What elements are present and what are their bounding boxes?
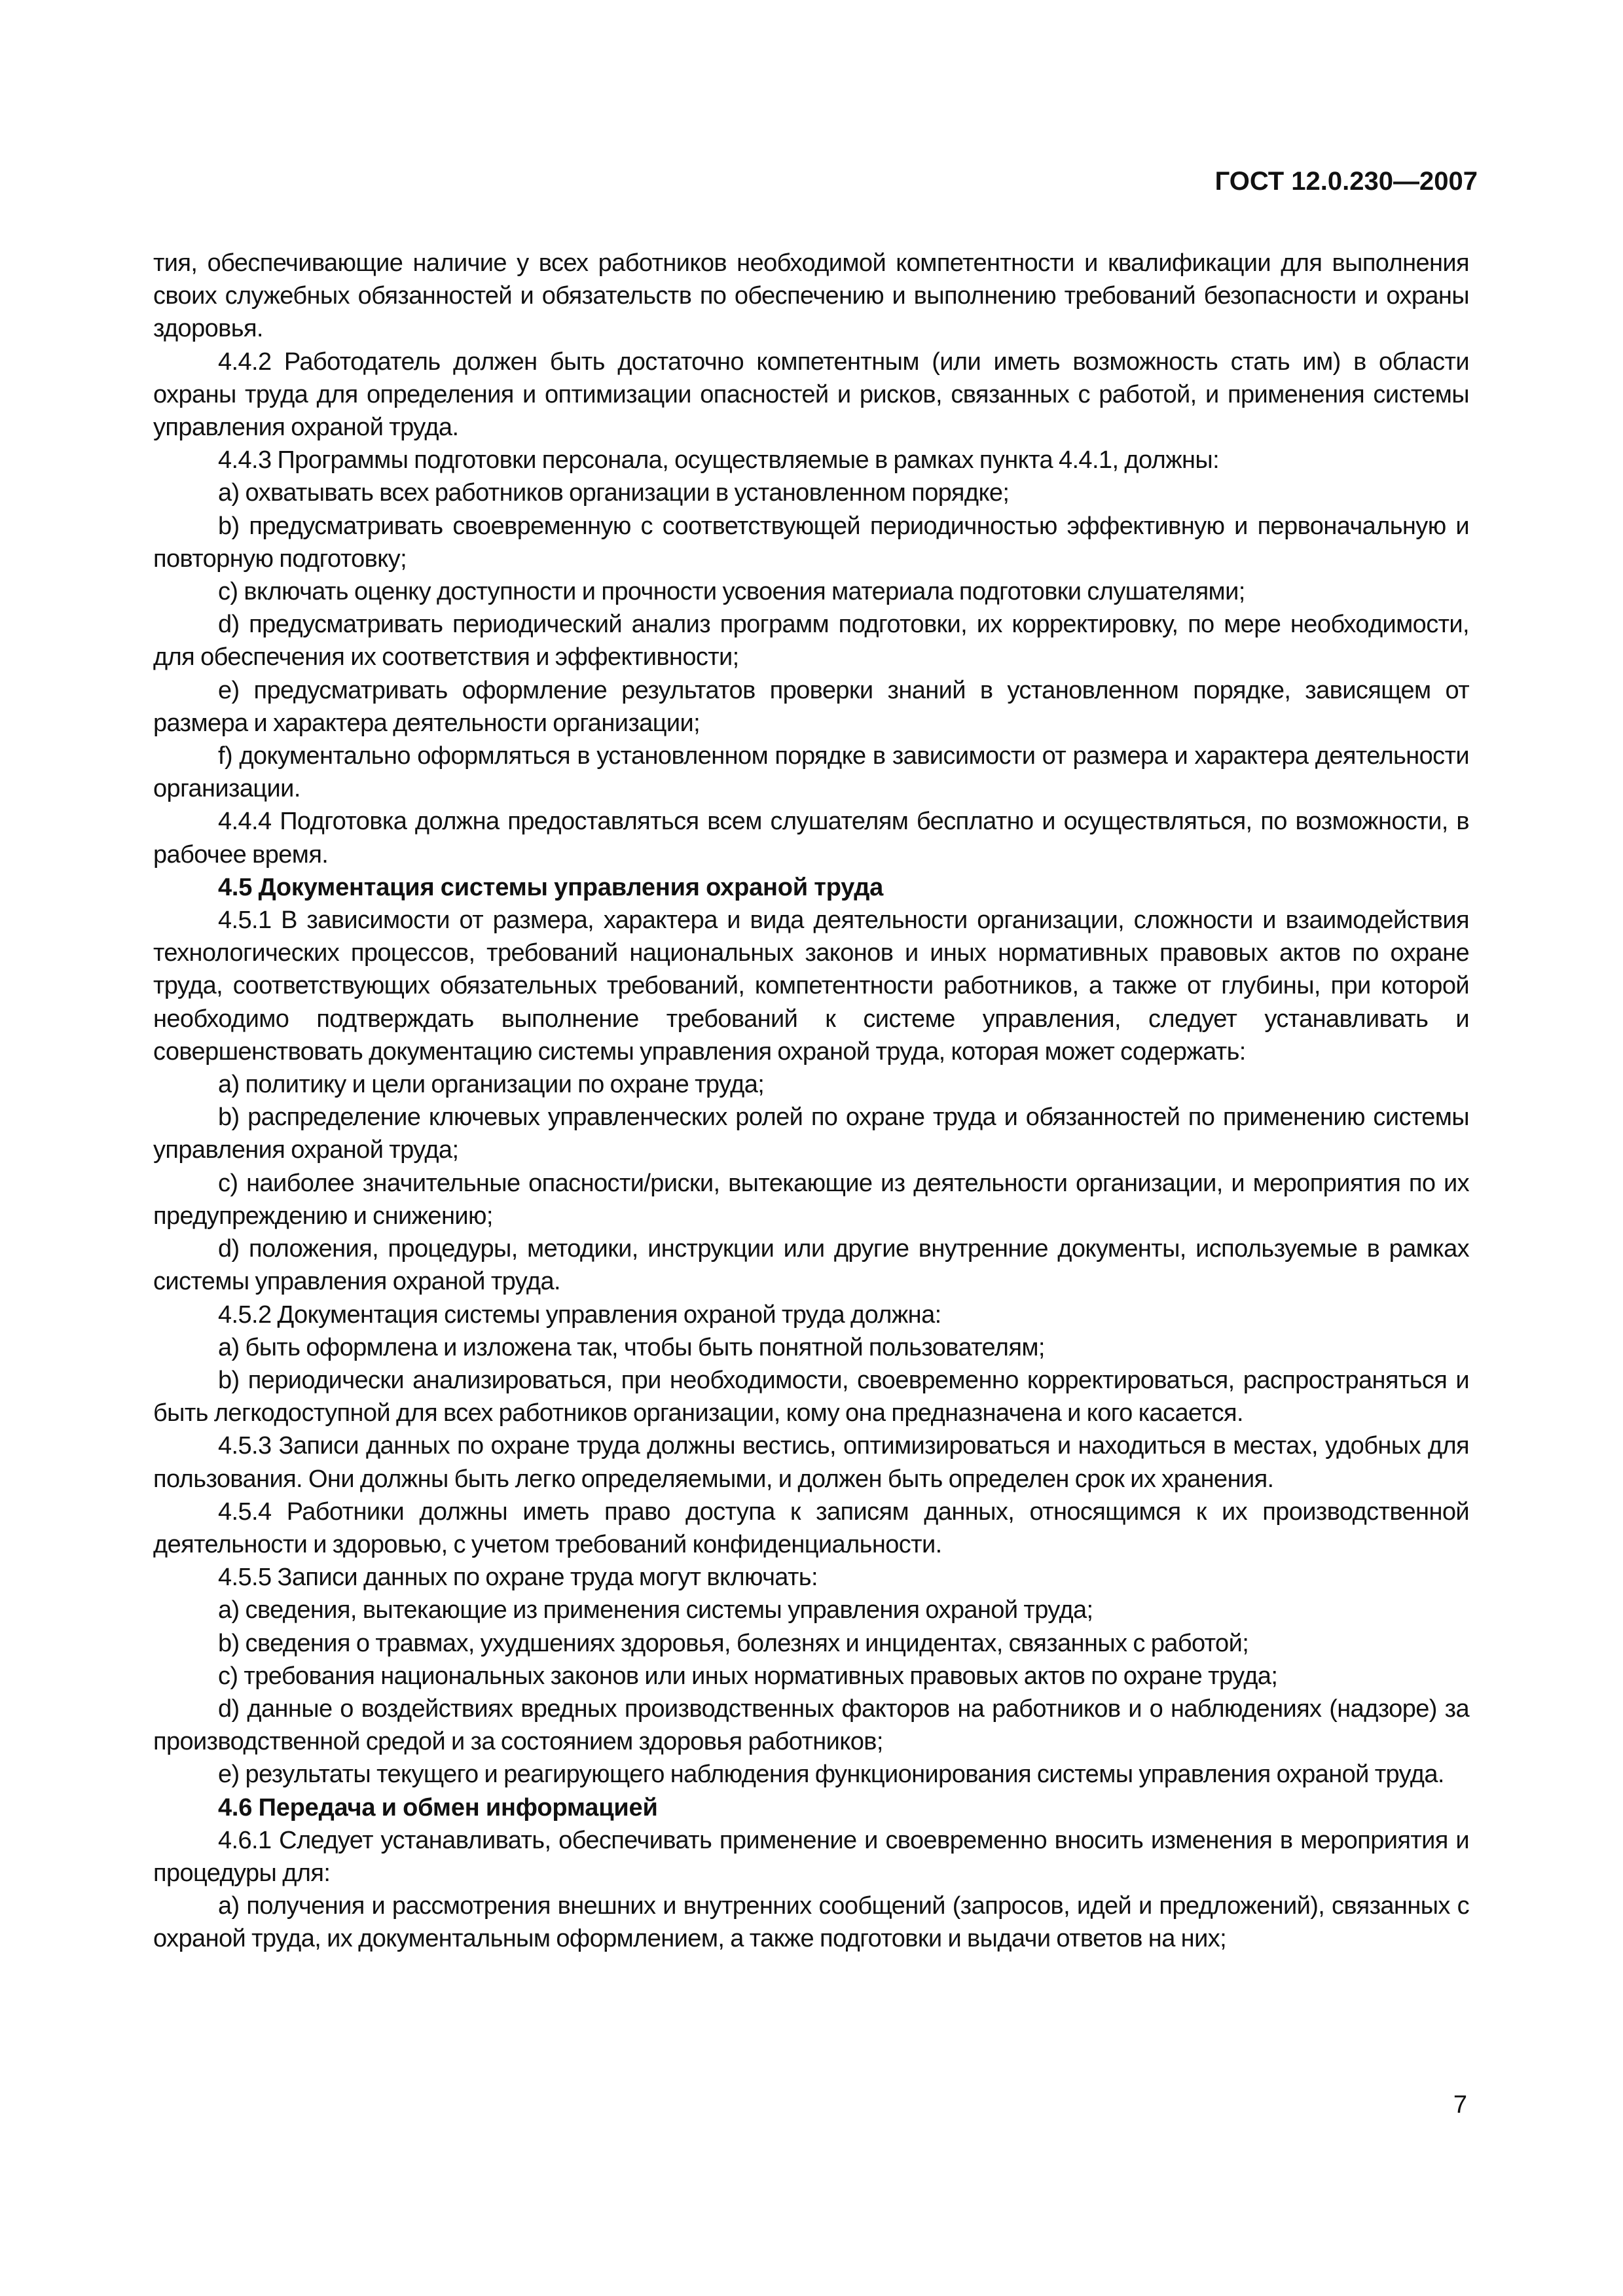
list-item-4-5-5-e: e) результаты текущего и реагирующего наблюдения функционирования системы управления охраной труда.	[218, 1761, 1444, 1789]
section-heading-4-5: 4.5 Документация системы управления охраной труда	[218, 873, 884, 901]
list-item-4-4-3-c: c) включать оценку доступности и прочности усвоения материала подготовки слушателями;	[218, 578, 1245, 606]
document-body	[153, 247, 1469, 1956]
list-item-4-5-5-b: b) сведения о травмах, ухудшениях здоровья, болезнях и инцидентах, связанных с работой;	[218, 1629, 1249, 1657]
paragraph-4-5-5: 4.5.5 Записи данных по охране труда могут включать:	[218, 1564, 818, 1592]
list-item-4-4-3-f: f) документально оформляться в установленном порядке в зависимости от размера и характера деятельности организации.	[153, 742, 1469, 803]
list-item-4-5-1-d: d) положения, процедуры, методики, инструкции или другие внутренние документы, используемые в рамках системы управления охраной труда.	[153, 1235, 1469, 1296]
paragraph-4-5-4: 4.5.4 Работники должны иметь право доступа к записям данных, относящимся к их производственной деятельности и здоровью, с учетом требований конфиденциальности.	[153, 1498, 1469, 1558]
paragraph-4-4-2: 4.4.2 Работодатель должен быть достаточно компетентным (или иметь возможность стать им) в области охраны труда для определения и оптимизации опасностей и рисков, связанных с работой, и применения системы управления охраной труда.	[153, 348, 1469, 442]
paragraph-4-5-2: 4.5.2 Документация системы управления охраной труда должна:	[218, 1300, 941, 1329]
list-item-4-5-5-a: a) сведения, вытекающие из применения системы управления охраной труда;	[218, 1596, 1093, 1624]
list-item-4-4-3-b: b) предусматривать своевременную с соответствующей периодичностью эффективную и первоначальную и повторную подготовку;	[153, 512, 1469, 573]
list-item-4-4-3-d: d) предусматривать периодический анализ программ подготовки, их корректировку, по мере необходимости, для обеспечения их соответствия и эффективности;	[153, 611, 1469, 672]
list-item-4-5-2-b: b) периодически анализироваться, при необходимости, своевременно корректироваться, распространяться и быть легкодоступной для всех работников организации, кому она предназначена и кого касается.	[153, 1366, 1469, 1427]
paragraph-4-4-3: 4.4.3 Программы подготовки персонала, осуществляемые в рамках пункта 4.4.1, должны:	[218, 446, 1220, 475]
list-item-4-4-3-e: e) предусматривать оформление результатов проверки знаний в установленном порядке, зависящем от размера и характера деятельности организации;	[153, 676, 1469, 737]
list-item-4-5-5-c: c) требования национальных законов или иных нормативных правовых актов по охране труда;	[218, 1662, 1278, 1690]
section-heading-4-6: 4.6 Передача и обмен информацией	[218, 1793, 658, 1821]
paragraph-4-5-1: 4.5.1 В зависимости от размера, характера и вида деятельности организации, сложности и взаимодействия технологических процессов, требований национальных законов и иных нормативных правовых актов по охране труда, соответствующих обязательных требований, компетентности работников, а также от глубины, при которой необходимо подтверждать выполнение требований к системе управления, следует устанавливать и совершенствовать документацию системы управления охраной труда, которая может содержать:	[153, 906, 1469, 1066]
paragraph-4-6-1: 4.6.1 Следует устанавливать, обеспечивать применение и своевременно вносить изменения в мероприятия и процедуры для:	[153, 1826, 1469, 1887]
list-item-4-6-1-a: а) получения и рассмотрения внешних и внутренних сообщений (запросов, идей и предложений), связанных с охраной труда, их документальным оформлением, а также подготовки и выдачи ответов на них;	[153, 1892, 1469, 1953]
page-number: 7	[1453, 2091, 1467, 2119]
list-item-4-5-1-c: c) наиболее значительные опасности/риски, вытекающие из деятельности организации, и мероприятия по их предупреждению и снижению;	[153, 1169, 1469, 1230]
list-item-4-5-1-a: a) политику и цели организации по охране труда;	[218, 1071, 765, 1099]
list-item-4-4-3-a: a) охватывать всех работников организации в установленном порядке;	[218, 479, 1010, 507]
paragraph-continued: тия, обеспечивающие наличие у всех работников необходимой компетентности и квалификации для выполнения своих служебных обязанностей и обязательств по обеспечению и выполнению требований безопасности и охраны здоровья.	[153, 249, 1469, 343]
paragraph-4-5-3: 4.5.3 Записи данных по охране труда должны вестись, оптимизироваться и находиться в местах, удобных для пользования. Они должны быть легко определяемыми, и должен быть определен срок их хранения.	[153, 1432, 1469, 1493]
list-item-4-5-2-a: a) быть оформлена и изложена так, чтобы быть понятной пользователям;	[218, 1333, 1045, 1361]
list-item-4-5-5-d: d) данные о воздействиях вредных производственных факторов на работников и о наблюдениях (надзоре) за производственной средой и за состоянием здоровья работников;	[153, 1695, 1469, 1756]
standard-code: ГОСТ 12.0.230—2007	[1214, 167, 1478, 196]
paragraph-4-4-4: 4.4.4 Подготовка должна предоставляться всем слушателям бесплатно и осуществляться, по возможности, в рабочее время.	[153, 808, 1469, 869]
list-item-4-5-1-b: b) распределение ключевых управленческих ролей по охране труда и обязанностей по применению системы управления охраной труда;	[153, 1103, 1469, 1164]
